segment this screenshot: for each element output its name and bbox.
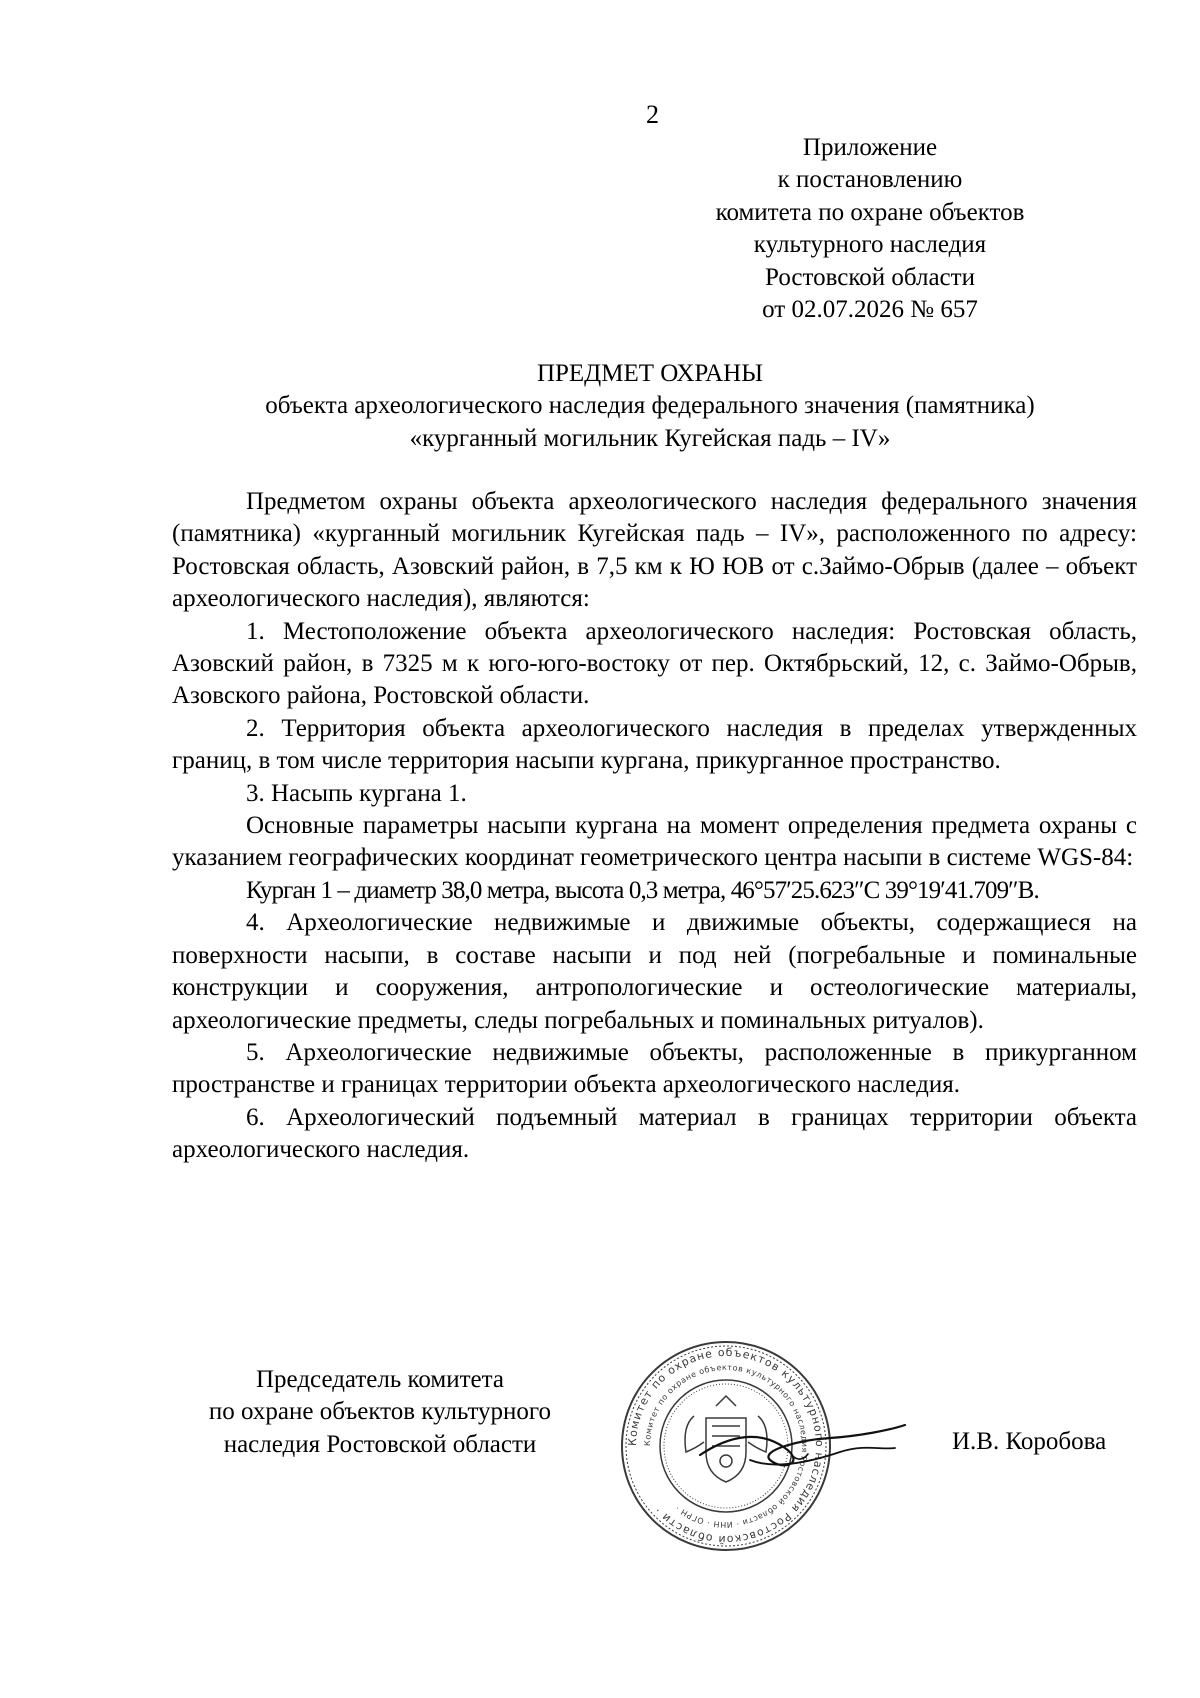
position-line: наследия Ростовской области (223, 1430, 537, 1458)
position-line: Председатель комитета (256, 1366, 504, 1393)
appendix-date-number: от 02.07.2026 № 657 (762, 296, 978, 324)
title-object-name: «курганный могильник Кугейская падь – IV» (409, 424, 891, 452)
svg-text:Комитет по охране объектов кул: Комитет по охране объектов культурного наследия Ростовской области · (625, 1345, 827, 1547)
page-number: 2 (646, 100, 659, 129)
svg-text:Комитет по охране объектов кул: Комитет по охране объектов культурного наследия Ростовской области · ИНН · ОГРН · (642, 1362, 810, 1530)
signatory-position (170, 1364, 590, 1461)
item-surface-material: 6. Археологический подъемный материал в границах территории объекта археологического наследия. (172, 1103, 1137, 1164)
appendix-line: Ростовской области (765, 263, 975, 291)
appendix-line: к постановлению (777, 166, 963, 194)
item-archaeological-objects: 4. Археологические недвижимые и движимые объекты, содержащиеся на поверхности насыпи, в составе насыпи и под ней (погребальные и поминальные конструкции и сооружения, антропологические и остеологические материалы, археологические предметы, следы погребальных и поминальных ритуалов). (172, 909, 1137, 1034)
appendix-line: Приложение (802, 134, 938, 161)
appendix-line: комитета по охране объектов (715, 198, 1025, 226)
appendix-header (700, 132, 1040, 326)
signatory-name: И.В. Коробова (952, 1428, 1107, 1455)
item-mound: 3. Насыпь кургана 1. (246, 779, 467, 807)
mound-parameters-paragraph: Основные параметры насыпи кургана на момент определения предмета охраны с указанием географических координат геометрического центра насыпи в системе WGS-84: (172, 812, 1137, 872)
item-immovable-objects: 5. Археологические недвижимые объекты, расположенные в прикурганном пространстве и границах территории объекта археологического наследия. (172, 1038, 1137, 1099)
intro-paragraph: Предметом охраны объекта археологического наследия федерального значения (памятника) «курганный могильник Кугейская падь – IV», расположенного по адресу: Ростовская область, Азовский район, в 7,5 км к Ю ЮВ от с.Займо-Обрыв (далее – объект археологического наследия), являются: (172, 488, 1137, 613)
mound-coordinates: Курган 1 – диаметр 38,0 метра, высота 0,3 метра, 46°57′25.623″С 39°19′41.709″В. (246, 876, 1039, 904)
item-location: 1. Местоположение объекта археологического наследия: Ростовская область, Азовский район, в 7325 м к юго-юго-востоку от пер. Октябрьский, 12, с. Займо-Обрыв, Азовского района, Ростовской области. (172, 617, 1137, 710)
appendix-line: культурного наследия (753, 231, 987, 259)
handwritten-signature (690, 1400, 910, 1490)
title-heading: ПРЕДМЕТ ОХРАНЫ (536, 360, 764, 387)
title-subline: объекта археологического наследия федерального значения (памятника) (265, 392, 1035, 420)
position-line: по охране объектов культурного (208, 1398, 552, 1426)
document-body (172, 486, 1137, 1167)
document-title (150, 358, 1150, 455)
item-territory: 2. Территория объекта археологического наследия в пределах утвержденных границ, в том числе территория насыпи кургана, прикурганное пространство. (172, 714, 1137, 775)
